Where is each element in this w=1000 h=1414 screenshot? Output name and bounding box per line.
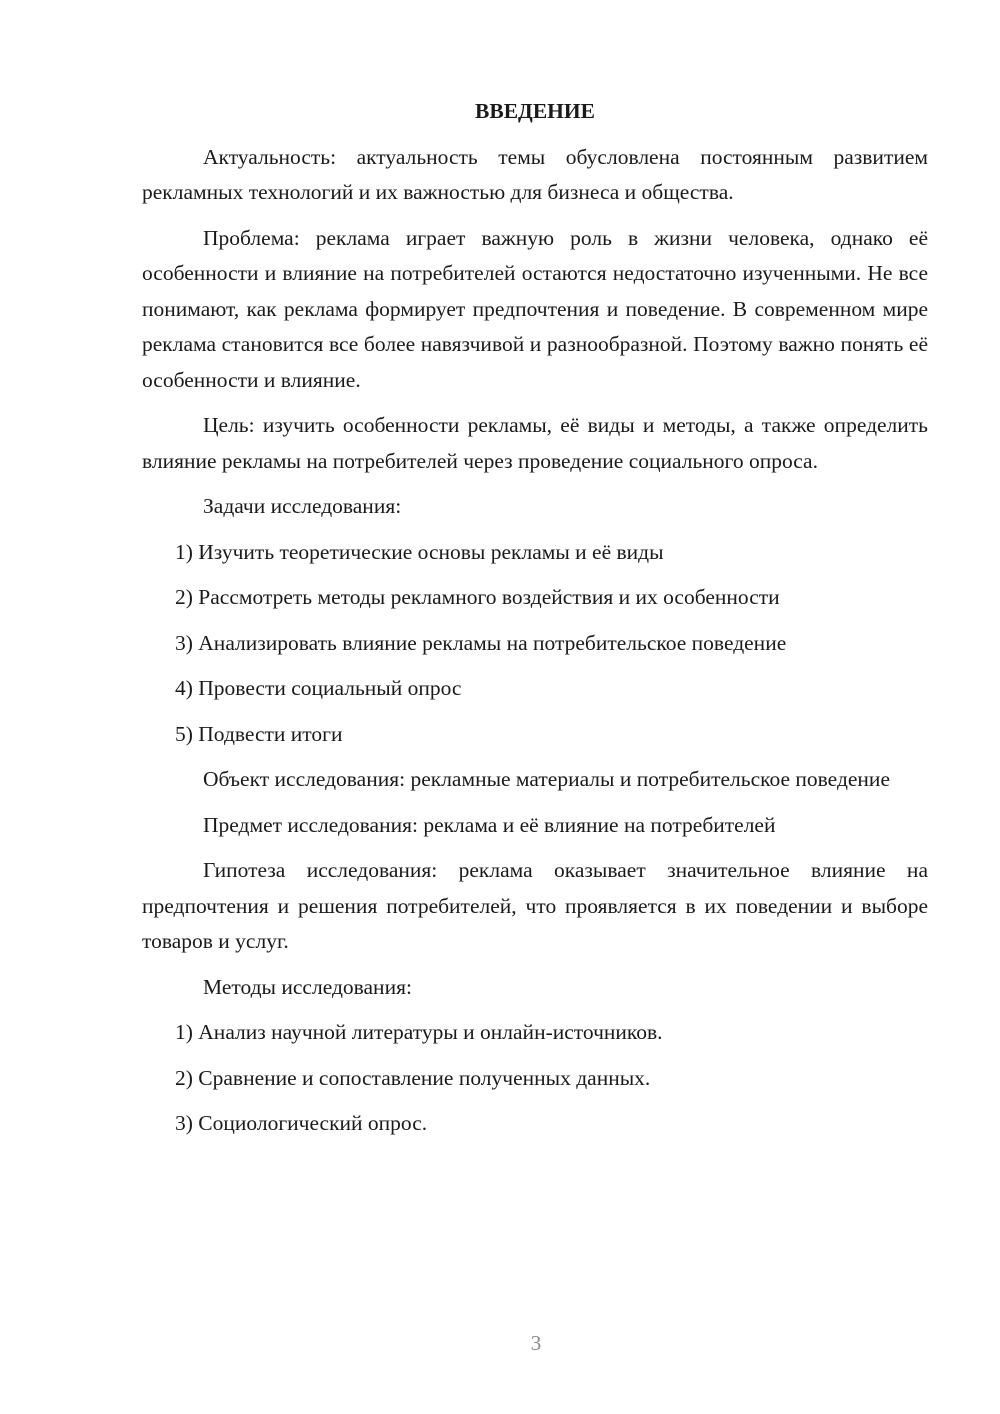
document-page: [142, 94, 928, 1152]
method-item: 1) Анализ научной литературы и онлайн-источников.: [175, 1020, 663, 1044]
task-item: 4) Провести социальный опрос: [175, 676, 462, 700]
problem-paragraph: Проблема: реклама играет важную роль в жизни человека, однако её особенности и влияние на потребителей остаются недостаточно изученными. Не все понимают, как реклама формирует предпочтения и поведение. В современном мире реклама становится все более навязчивой и разнообразной. Поэтому важно понять её особенности и влияние.: [142, 225, 928, 392]
page-number: 3: [530, 1331, 542, 1355]
relevance-paragraph: Актуальность: актуальность темы обусловлена постоянным развитием рекламных технологий и их важностью для бизнеса и общества.: [142, 144, 928, 204]
methods-list: [142, 1015, 928, 1142]
task-item: 1) Изучить теоретические основы рекламы и её виды: [175, 539, 664, 564]
methods-heading: Методы исследования:: [203, 974, 412, 999]
goal-paragraph: Цель: изучить особенности рекламы, её виды и методы, а также определить влияние рекламы на потребителей через проведение социального опроса.: [142, 413, 928, 473]
object-paragraph: Объект исследования: рекламные материалы и потребительское поведение: [203, 767, 890, 791]
method-item: 2) Сравнение и сопоставление полученных данных.: [175, 1065, 651, 1090]
method-item: 3) Социологический опрос.: [175, 1111, 428, 1135]
task-item: 5) Подвести итоги: [175, 721, 343, 746]
tasks-list: [142, 535, 928, 753]
task-item: 2) Рассмотреть методы рекламного воздействия и их особенности: [175, 585, 780, 609]
task-item: 3) Анализировать влияние рекламы на потребительское поведение: [175, 630, 787, 655]
subject-paragraph: Предмет исследования: реклама и её влияние на потребителей: [203, 812, 776, 837]
hypothesis-paragraph: Гипотеза исследования: реклама оказывает значительное влияние на предпочтения и решения потребителей, что проявляется в их поведении и выборе товаров и услуг.: [142, 858, 928, 953]
document-title: ВВЕДЕНИЕ: [475, 99, 595, 123]
tasks-heading: Задачи исследования:: [203, 494, 402, 518]
